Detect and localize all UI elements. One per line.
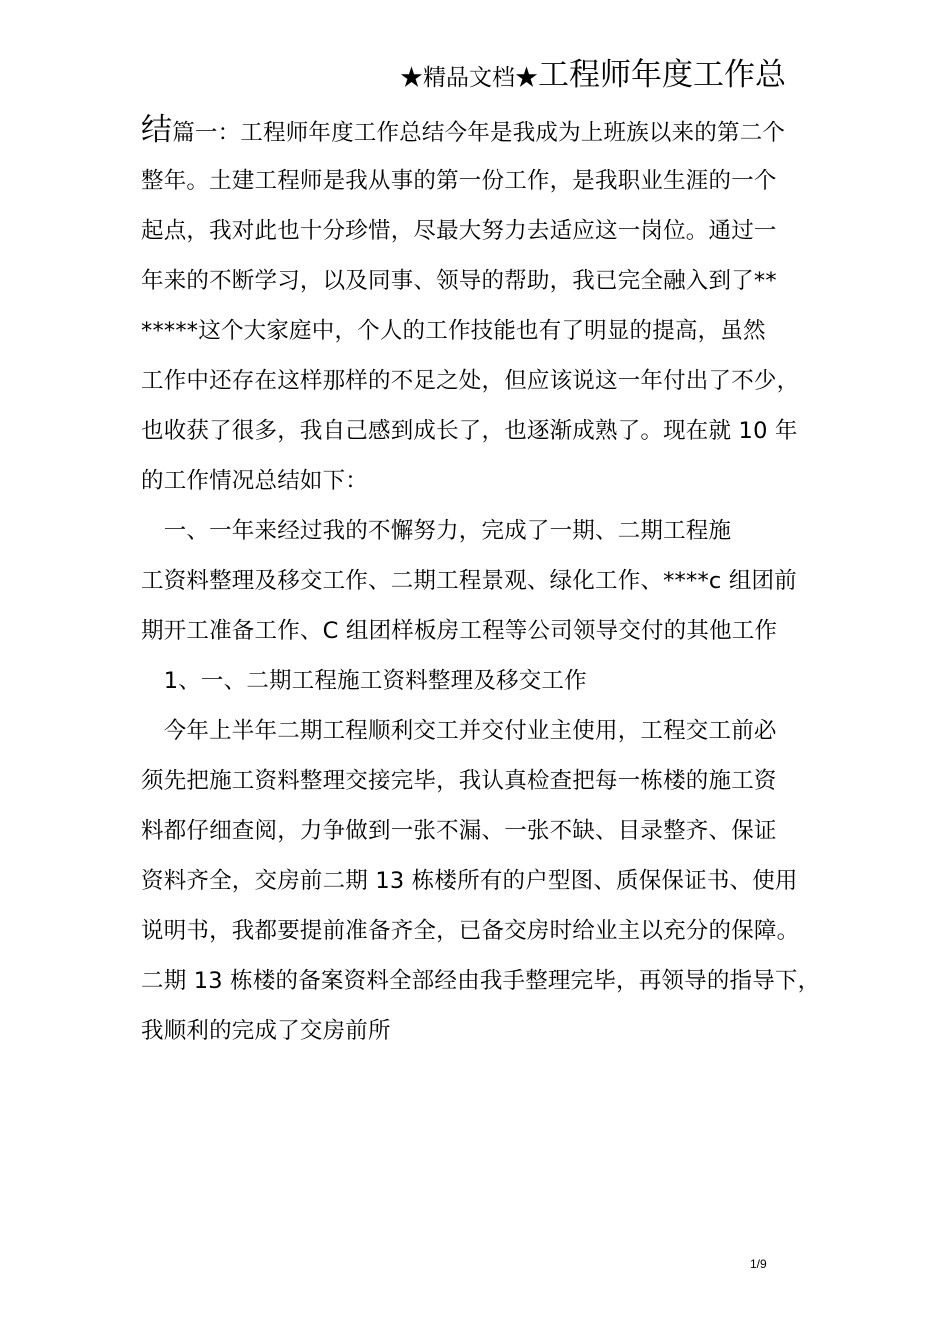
body-line: 我顺利的完成了交房前所: [141, 1018, 391, 1044]
body-line: 工资料整理及移交工作、二期工程景观、绿化工作、****c 组团前: [141, 568, 797, 594]
body-line: 资料齐全，交房前二期 13 栋楼所有的户型图、质保保证书、使用: [141, 868, 798, 894]
body-line: 须先把施工资料整理交接完毕，我认真检查把每一栋楼的施工资: [141, 768, 777, 794]
body-line: 工作中还存在这样那样的不足之处，但应该说这一年付出了不少，: [141, 368, 800, 394]
title-continuation: 结: [141, 112, 173, 148]
title-prefix: ★精品文档★: [400, 65, 538, 91]
title-main: 工程师年度工作总: [538, 57, 786, 93]
body-line: 也收获了很多，我自己感到成长了，也逐渐成熟了。现在就 10 年: [141, 418, 798, 444]
body-line: 今年上半年二期工程顺利交工并交付业主使用，工程交工前必: [141, 718, 777, 744]
body-line: 二期 13 栋楼的备案资料全部经由我手整理完毕，再领导的指导下，: [141, 968, 821, 994]
body-line: 一、一年来经过我的不懈努力，完成了一期、二期工程施: [141, 518, 732, 544]
body-line: 整年。土建工程师是我从事的第一份工作，是我职业生涯的一个: [141, 168, 777, 194]
page-number: 1/9: [750, 1257, 767, 1271]
body-line: [141, 112, 785, 151]
body-line: 的工作情况总结如下：: [141, 468, 369, 494]
body-line: 年来的不断学习，以及同事、领导的帮助，我已完全融入到了**: [141, 268, 777, 294]
body-line: *****这个大家庭中，个人的工作技能也有了明显的提高，虽然: [141, 318, 766, 344]
body-line-text: 篇一：工程师年度工作总结今年是我成为上班族以来的第二个: [172, 120, 786, 146]
body-line: 料都仔细查阅，力争做到一张不漏、一张不缺、目录整齐、保证: [141, 818, 777, 844]
body-line: 起点，我对此也十分珍惜，尽最大努力去适应这一岗位。通过一: [141, 218, 777, 244]
document-title: [400, 55, 786, 100]
body-line: 说明书，我都要提前准备齐全，已备交房时给业主以充分的保障。: [141, 918, 800, 944]
body-line: 1、一、二期工程施工资料整理及移交工作: [141, 668, 587, 694]
body-line: 期开工准备工作、C 组团样板房工程等公司领导交付的其他工作: [141, 618, 778, 644]
